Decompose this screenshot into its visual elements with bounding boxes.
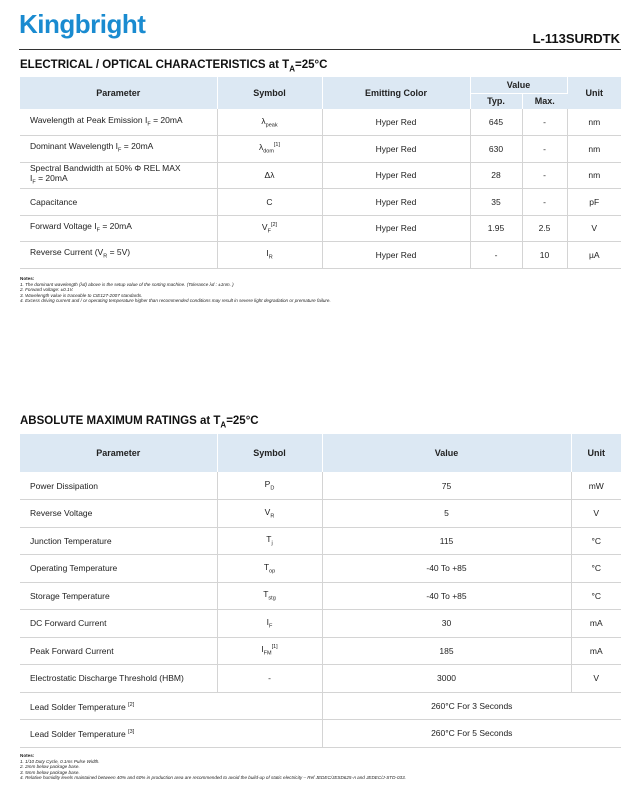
eo-table — [20, 77, 621, 269]
amr-cell-symbol — [217, 610, 322, 638]
part-number: L-113SURDTK — [532, 31, 620, 46]
amr-cell-value: 260°C For 3 Seconds — [322, 692, 621, 720]
eo-cell-unit: nm — [567, 136, 621, 163]
amr-cell-value: 75 — [322, 472, 571, 500]
amr-row — [20, 665, 621, 693]
eo-cell-color: Hyper Red — [322, 215, 470, 242]
eo-cell-symbol — [217, 215, 322, 242]
param-text: Spectral Bandwidth at 50% Φ REL MAX — [30, 162, 181, 173]
amr-cell-parameter: Peak Forward Current — [20, 637, 217, 665]
symbol-subscript: op — [269, 568, 276, 575]
symbol-subscript: j — [271, 541, 273, 548]
param-text: Lead Solder Temperature — [30, 729, 129, 740]
eo-cell-typ: 28 — [470, 162, 522, 189]
amr-cell-parameter: DC Forward Current — [20, 610, 217, 638]
eo-cell-symbol — [217, 109, 322, 136]
amr-cell-unit: V — [571, 500, 621, 528]
param-text: = 20mA — [35, 172, 68, 183]
amr-cell-value: 30 — [322, 610, 571, 638]
param-subscript: F — [96, 227, 100, 234]
symbol-subscript: dom — [263, 149, 274, 156]
symbol-text: Δλ — [264, 170, 275, 181]
amr-solder-row — [20, 720, 621, 748]
eo-cell-typ: 645 — [470, 109, 522, 136]
eo-cell-symbol — [217, 242, 322, 269]
amr-cell-parameter — [20, 692, 322, 720]
eo-cell-max: - — [522, 189, 567, 216]
param-text: = 20mA — [121, 141, 154, 152]
eo-cell-unit: nm — [567, 109, 621, 136]
eo-cell-parameter — [20, 189, 217, 216]
eo-cell-parameter — [20, 136, 217, 163]
eo-row — [20, 189, 621, 216]
amr-row — [20, 555, 621, 583]
eo-cell-typ: 630 — [470, 136, 522, 163]
symbol-text: V — [261, 221, 268, 232]
eo-cell-max: - — [522, 109, 567, 136]
eo-cell-parameter — [20, 215, 217, 242]
symbol-subscript: R — [268, 255, 273, 262]
amr-note: 3. 5mm below package base. — [20, 769, 80, 775]
eo-cell-typ: 35 — [470, 189, 522, 216]
symbol-note-ref: [2] — [270, 222, 278, 229]
symbol-text: T — [263, 589, 269, 600]
amr-cell-unit: mW — [571, 472, 621, 500]
symbol-subscript: stg — [268, 596, 276, 603]
amr-cell-parameter: Electrostatic Discharge Threshold (HBM) — [20, 665, 217, 693]
amr-cell-value: -40 To +85 — [322, 555, 571, 583]
eo-header-parameter: Parameter — [20, 77, 217, 109]
amr-table — [20, 434, 621, 748]
amr-header-value: Value — [322, 434, 571, 472]
eo-cell-typ: - — [470, 242, 522, 269]
eo-row — [20, 242, 621, 269]
param-subscript: R — [103, 254, 108, 261]
eo-cell-symbol — [217, 136, 322, 163]
eo-cell-parameter — [20, 242, 217, 269]
amr-cell-unit: mA — [571, 610, 621, 638]
symbol-text: - — [268, 673, 271, 684]
eo-cell-unit: nm — [567, 162, 621, 189]
amr-header-parameter: Parameter — [20, 434, 217, 472]
amr-notes-label: Notes: — [20, 753, 35, 758]
amr-cell-symbol — [217, 527, 322, 555]
amr-cell-value: 260°C For 5 Seconds — [322, 720, 621, 748]
eo-row — [20, 136, 621, 163]
eo-cell-color: Hyper Red — [322, 136, 470, 163]
param-text: = 5V) — [107, 247, 131, 258]
amr-row — [20, 527, 621, 555]
amr-cell-symbol — [217, 582, 322, 610]
symbol-text: T — [266, 534, 272, 545]
param-note-ref: [2] — [128, 701, 135, 708]
eo-header-symbol: Symbol — [217, 77, 322, 109]
symbol-subscript: D — [270, 485, 275, 492]
param-subscript: F — [118, 148, 122, 155]
amr-cell-value: 115 — [322, 527, 571, 555]
amr-cell-parameter: Junction Temperature — [20, 527, 217, 555]
param-text: Dominant Wavelength I — [30, 141, 119, 152]
eo-note: 1. The dominant wavelength (λd) above is the setup value of the sorting machine. (Tolerance λd : ±1nm. ) — [20, 281, 234, 287]
amr-notes — [20, 753, 620, 781]
eo-cell-unit: pF — [567, 189, 621, 216]
eo-cell-color: Hyper Red — [322, 162, 470, 189]
amr-cell-value: 3000 — [322, 665, 571, 693]
eo-header-max: Max. — [522, 93, 567, 109]
symbol-subscript: FM — [263, 651, 272, 658]
param-text: I — [30, 172, 33, 183]
amr-cell-symbol — [217, 637, 322, 665]
eo-cell-color: Hyper Red — [322, 109, 470, 136]
amr-note: 4. Relative humidity levels maintained between 40% and 60% in production area are recommended to avoid the build-up of static electricity – Ref JEDEC/JESD625-A and JEDEC/J-STD-033. — [20, 775, 406, 781]
amr-cell-value: -40 To +85 — [322, 582, 571, 610]
amr-cell-unit: °C — [571, 582, 621, 610]
symbol-text: I — [266, 248, 269, 259]
symbol-note-ref: [1] — [271, 644, 278, 651]
param-note-ref: [3] — [128, 729, 135, 736]
amr-cell-unit: °C — [571, 555, 621, 583]
eo-notes-label: Notes: — [20, 276, 35, 281]
amr-cell-parameter — [20, 720, 322, 748]
eo-cell-parameter — [20, 109, 217, 136]
eo-note: 2. Forward voltage: ±0.1V. — [20, 287, 74, 293]
symbol-note-ref: [1] — [273, 142, 281, 149]
amr-section-title: ABSOLUTE MAXIMUM RATINGS at $T_A=25^\circ C$ — [20, 415, 259, 430]
amr-cell-value: 185 — [322, 637, 571, 665]
param-text: = 20mA — [100, 220, 132, 231]
amr-cell-unit: mA — [571, 637, 621, 665]
eo-cell-symbol — [217, 162, 322, 189]
eo-cell-max: - — [522, 136, 567, 163]
symbol-text: P — [264, 479, 271, 490]
amr-header-symbol: Symbol — [217, 434, 322, 472]
amr-header-unit: Unit — [571, 434, 621, 472]
symbol-text: I — [261, 644, 264, 655]
amr-cell-unit: °C — [571, 527, 621, 555]
header-divider — [19, 49, 621, 50]
eo-header-value: Value — [470, 77, 567, 93]
amr-cell-value: 5 — [322, 500, 571, 528]
param-text: Wavelength at Peak Emission I — [30, 114, 148, 125]
amr-cell-symbol — [217, 665, 322, 693]
param-text: Capacitance — [30, 196, 78, 207]
eo-header-color: Emitting Color — [322, 77, 470, 109]
symbol-text: λ — [258, 142, 264, 153]
eo-note: 4. Excess driving current and / or operating temperature higher than recommended conditions may result in severe light degradation or premature failure. — [20, 298, 331, 304]
amr-row — [20, 637, 621, 665]
amr-cell-symbol — [217, 555, 322, 583]
symbol-subscript: F — [267, 228, 271, 235]
symbol-subscript: F — [269, 623, 273, 630]
eo-cell-max: 2.5 — [522, 215, 567, 242]
eo-cell-parameter — [20, 162, 217, 189]
eo-section-title: ELECTRICAL / OPTICAL CHARACTERISTICS at $T_A=25^\circ C$ — [20, 59, 328, 74]
eo-row — [20, 162, 621, 189]
amr-cell-parameter: Reverse Voltage — [20, 500, 217, 528]
eo-notes — [20, 276, 620, 304]
param-subscript: F — [147, 121, 151, 128]
amr-solder-row — [20, 692, 621, 720]
symbol-subscript: R — [270, 513, 275, 520]
amr-cell-symbol — [217, 500, 322, 528]
amr-cell-unit: V — [571, 665, 621, 693]
amr-row — [20, 472, 621, 500]
eo-cell-color: Hyper Red — [322, 189, 470, 216]
param-text: Lead Solder Temperature — [30, 701, 129, 712]
eo-cell-unit: V — [567, 215, 621, 242]
amr-cell-parameter: Power Dissipation — [20, 472, 217, 500]
amr-row — [20, 582, 621, 610]
symbol-subscript: peak — [265, 122, 278, 129]
eo-note: 3. Wavelength value is traceable to CIE127-2007 standards. — [20, 292, 143, 298]
eo-cell-typ: 1.95 — [470, 215, 522, 242]
symbol-text: T — [263, 561, 270, 572]
symbol-text: C — [266, 196, 273, 207]
amr-note: 2. 2mm below package base. — [20, 764, 80, 770]
eo-cell-symbol — [217, 189, 322, 216]
symbol-text: λ — [261, 115, 266, 126]
eo-row — [20, 215, 621, 242]
brand-logo: Kingbright — [19, 9, 146, 39]
amr-row — [20, 500, 621, 528]
amr-cell-parameter: Operating Temperature — [20, 555, 217, 583]
param-text: Reverse Current (V — [30, 247, 104, 258]
eo-cell-max: 10 — [522, 242, 567, 269]
amr-note: 1. 1/10 Duty Cycle, 0.1ms Pulse Width. — [20, 758, 100, 764]
param-text: = 20mA — [150, 114, 183, 125]
param-subscript: F — [32, 179, 36, 186]
symbol-text: V — [264, 506, 271, 517]
eo-row — [20, 109, 621, 136]
eo-cell-color: Hyper Red — [322, 242, 470, 269]
eo-header-typ: Typ. — [470, 93, 522, 109]
eo-cell-unit: µA — [567, 242, 621, 269]
amr-row — [20, 610, 621, 638]
symbol-text: I — [266, 616, 269, 627]
eo-cell-max: - — [522, 162, 567, 189]
amr-cell-symbol — [217, 472, 322, 500]
amr-cell-parameter: Storage Temperature — [20, 582, 217, 610]
eo-header-unit: Unit — [567, 77, 621, 109]
param-text: Forward Voltage I — [30, 220, 97, 231]
